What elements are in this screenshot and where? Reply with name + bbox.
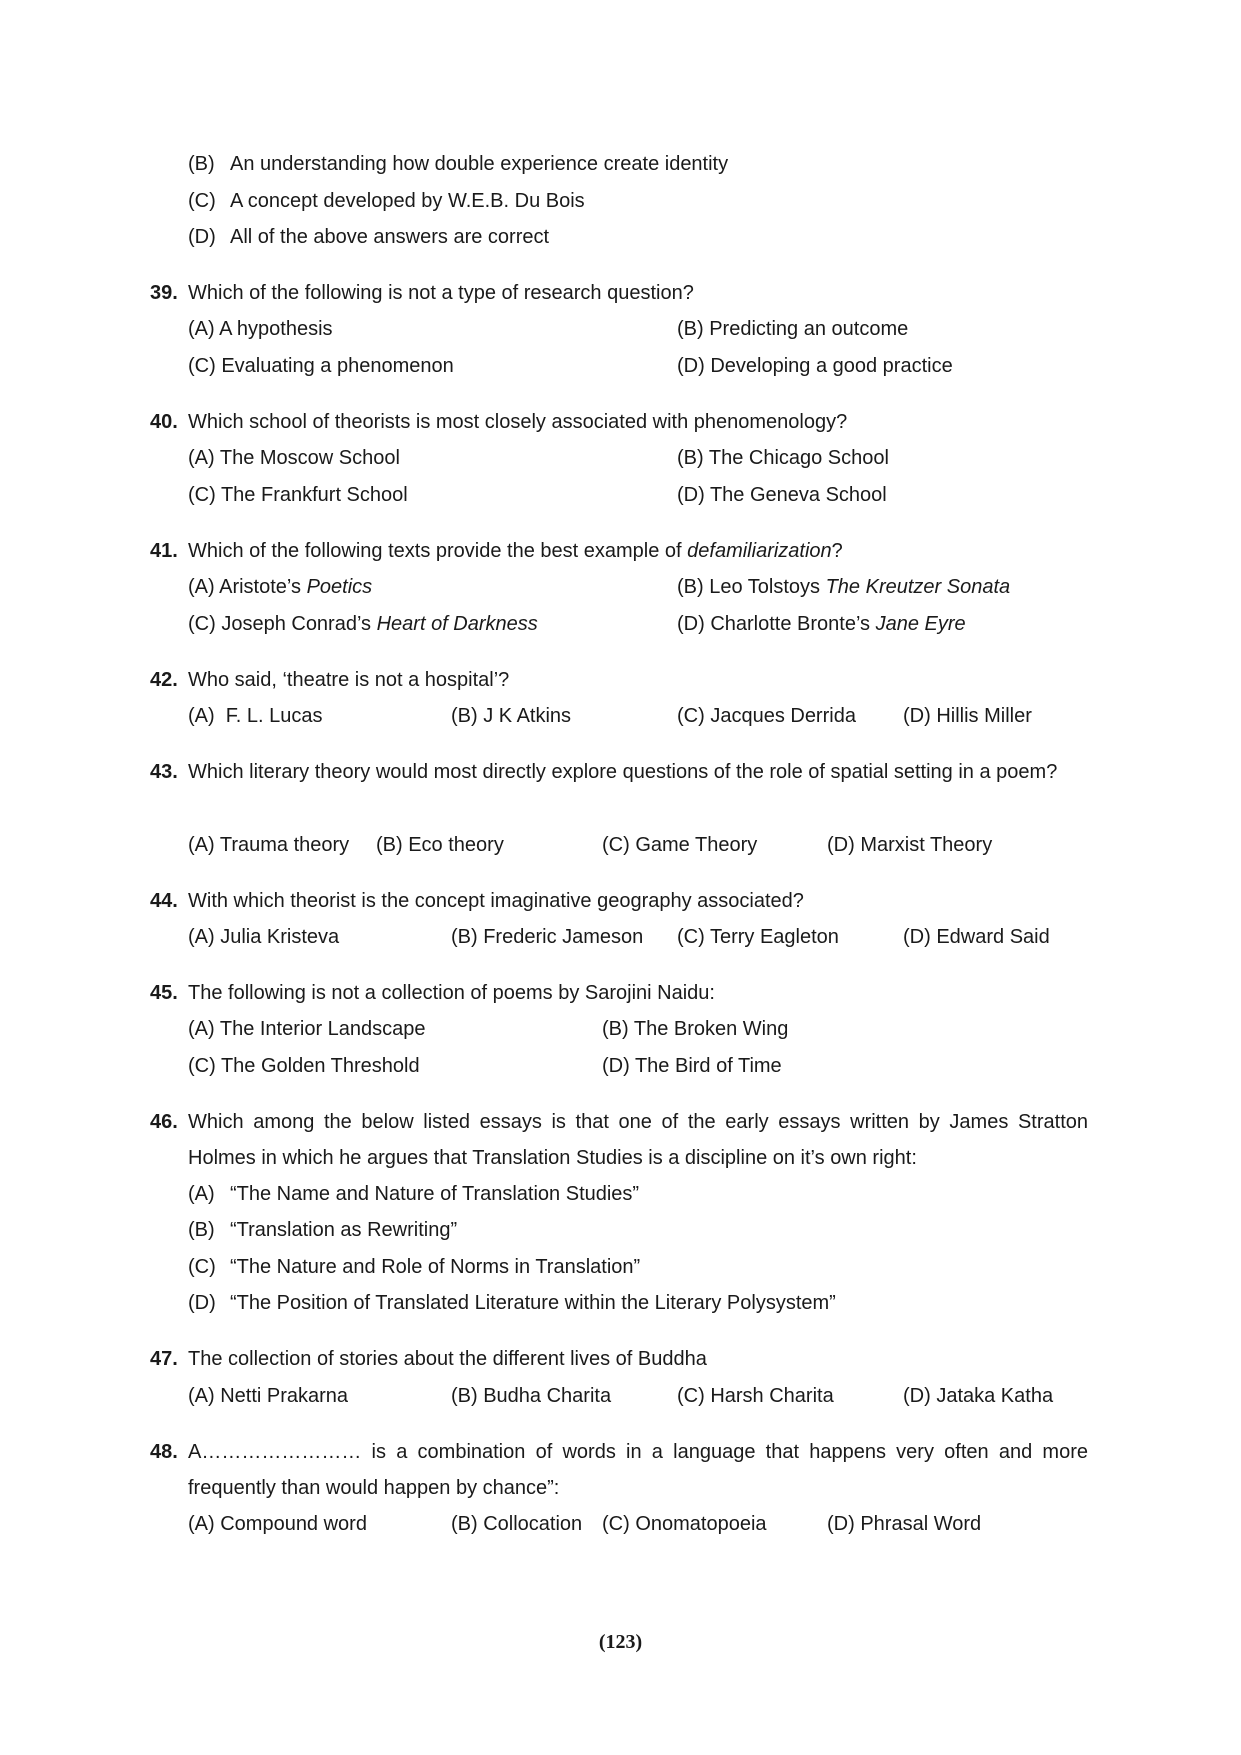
q38-option-c xyxy=(188,189,585,213)
q45-option-b: (B) The Broken Wing xyxy=(602,1018,789,1040)
option-text: A concept developed by W.E.B. Du Bois xyxy=(230,190,585,212)
q42-number: 42. xyxy=(150,669,178,691)
q41-question-end: ? xyxy=(831,540,843,562)
option-title: Poetics xyxy=(306,576,373,598)
option-label: (D) xyxy=(188,226,216,248)
q46-option-c xyxy=(188,1255,640,1279)
q38-option-d xyxy=(188,225,549,249)
q38-option-b xyxy=(188,152,728,176)
q42-option-a: (A) F. L. Lucas xyxy=(188,705,323,727)
q44-number: 44. xyxy=(150,890,178,912)
q39-option-c: (C) Evaluating a phenomenon xyxy=(188,355,454,377)
option-text: “The Nature and Role of Norms in Translation” xyxy=(230,1256,641,1278)
option-title: Jane Eyre xyxy=(875,613,966,635)
q48-number: 48. xyxy=(150,1441,178,1463)
q46-number: 46. xyxy=(150,1111,178,1133)
option-text: An understanding how double experience create identity xyxy=(230,153,729,175)
option-label: (C) xyxy=(188,190,216,212)
q40-number: 40. xyxy=(150,411,178,433)
q41-question-emphasis: defamiliarization xyxy=(687,540,832,562)
q43-option-a: (A) Trauma theory xyxy=(188,834,350,856)
q41-option-c xyxy=(188,612,538,636)
q45-option-d: (D) The Bird of Time xyxy=(602,1055,782,1077)
q39-option-d: (D) Developing a good practice xyxy=(677,355,953,377)
q42-option-b: (B) J K Atkins xyxy=(451,705,572,727)
q39-option-b: (B) Predicting an outcome xyxy=(677,318,909,340)
q47-question: The collection of stories about the different lives of Buddha xyxy=(188,1348,707,1370)
q42-question: Who said, ‘theatre is not a hospital’? xyxy=(188,669,510,691)
option-label: (C) xyxy=(188,1256,216,1278)
option-title: The Kreutzer Sonata xyxy=(825,576,1011,598)
q39-number: 39. xyxy=(150,282,178,304)
option-label: (D) xyxy=(188,1292,216,1314)
option-text: (B) Leo Tolstoys xyxy=(677,576,826,598)
q41-question-text: Which of the following texts provide the best example of xyxy=(188,540,688,562)
q44-option-a: (A) Julia Kristeva xyxy=(188,926,340,948)
option-text: (C) Joseph Conrad’s xyxy=(188,613,377,635)
q44-option-c: (C) Terry Eagleton xyxy=(677,926,839,948)
q45-question: The following is not a collection of poems by Sarojini Naidu: xyxy=(188,982,715,1004)
q43-option-b: (B) Eco theory xyxy=(376,834,504,856)
option-text: All of the above answers are correct xyxy=(230,226,550,248)
q43-option-d: (D) Marxist Theory xyxy=(827,834,993,856)
q44-question: With which theorist is the concept imaginative geography associated? xyxy=(188,890,804,912)
q41-question xyxy=(188,539,1088,563)
option-label: (B) xyxy=(188,153,215,175)
option-label: (B) xyxy=(188,1219,215,1241)
q39-question: Which of the following is not a type of research question? xyxy=(188,282,694,304)
q43-question: Which literary theory would most directly explore questions of the role of spatial setting in a poem? xyxy=(188,761,1058,783)
option-text: “The Name and Nature of Translation Studies” xyxy=(230,1183,640,1205)
q42-option-d: (D) Hillis Miller xyxy=(903,705,1032,727)
q47-option-c: (C) Harsh Charita xyxy=(677,1385,834,1407)
q47-option-b: (B) Budha Charita xyxy=(451,1385,612,1407)
option-label: (A) xyxy=(188,1183,215,1205)
q47-option-d: (D) Jataka Katha xyxy=(903,1385,1054,1407)
q47-number: 47. xyxy=(150,1348,178,1370)
q40-question: Which school of theorists is most closely associated with phenomenology? xyxy=(188,411,848,433)
option-text: “The Position of Translated Literature within the Literary Polysystem” xyxy=(230,1292,836,1314)
q39-option-a: (A) A hypothesis xyxy=(188,318,333,340)
q46-option-a xyxy=(188,1182,639,1206)
option-title: Heart of Darkness xyxy=(376,613,538,635)
q48-option-b: (B) Collocation xyxy=(451,1513,583,1535)
q45-option-c: (C) The Golden Threshold xyxy=(188,1055,420,1077)
q41-option-b xyxy=(677,575,1010,599)
option-text: “Translation as Rewriting” xyxy=(230,1219,458,1241)
q41-option-d xyxy=(677,612,966,636)
q45-number: 45. xyxy=(150,982,178,1004)
q46-option-b xyxy=(188,1218,457,1242)
page-number: (123) xyxy=(598,1631,643,1653)
q44-option-d: (D) Edward Said xyxy=(903,926,1050,948)
q41-number: 41. xyxy=(150,540,178,562)
q41-option-a xyxy=(188,575,372,599)
q42-option-c: (C) Jacques Derrida xyxy=(677,705,856,727)
q46-option-d xyxy=(188,1291,836,1315)
q44-option-b: (B) Frederic Jameson xyxy=(451,926,644,948)
q43-option-c: (C) Game Theory xyxy=(602,834,758,856)
option-text: (A) Aristote’s xyxy=(188,576,307,598)
q48-option-c: (C) Onomatopoeia xyxy=(602,1513,767,1535)
q40-option-b: (B) The Chicago School xyxy=(677,447,889,469)
q40-option-a: (A) The Moscow School xyxy=(188,447,400,469)
q45-option-a: (A) The Interior Landscape xyxy=(188,1018,426,1040)
q48-option-d: (D) Phrasal Word xyxy=(827,1513,982,1535)
option-text: (D) Charlotte Bronte’s xyxy=(677,613,876,635)
q43-number: 43. xyxy=(150,761,178,783)
q46-question: Which among the below listed essays is that one of the early essays written by James Stratton Holmes in which he argues that Translation Studies is a discipline on it’s own right: xyxy=(188,1111,1088,1169)
q47-option-a: (A) Netti Prakarna xyxy=(188,1385,349,1407)
q48-question: A…………………… is a combination of words in a language that happens very often and more frequently than would happen by chance”: xyxy=(188,1441,1088,1499)
q48-option-a: (A) Compound word xyxy=(188,1513,367,1535)
q40-option-d: (D) The Geneva School xyxy=(677,484,887,506)
q40-option-c: (C) The Frankfurt School xyxy=(188,484,408,506)
